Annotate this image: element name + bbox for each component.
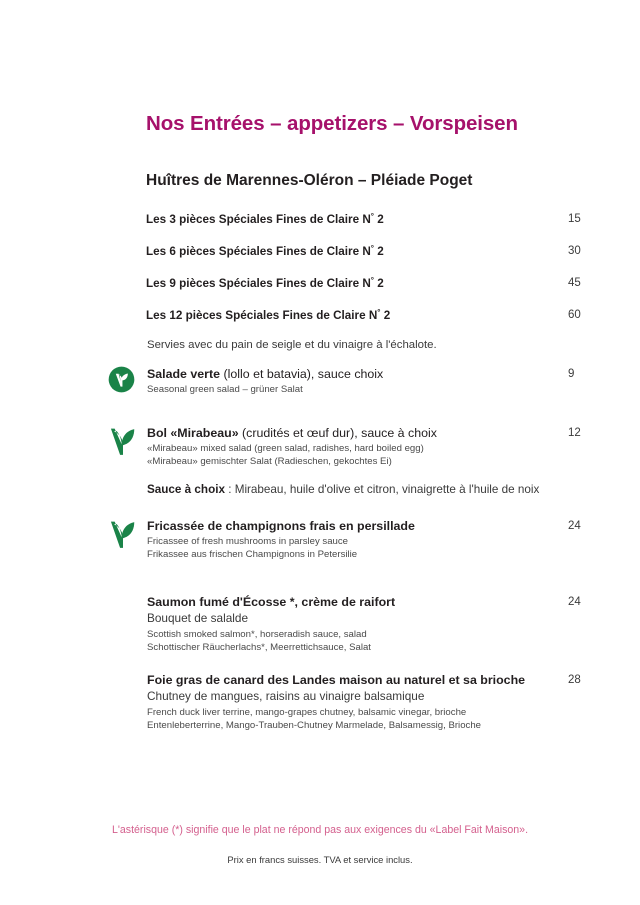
- sauce-choice-line: [147, 483, 539, 496]
- page-title: Nos Entrées – appetizers – Vorspeisen: [146, 112, 518, 135]
- oyster-row: [146, 308, 586, 340]
- dish-subtitle-de: Entenleberterrine, Mango-Trauben-Chutney Marmelade, Balsamessig, Brioche: [147, 719, 481, 731]
- oyster-row: [146, 212, 586, 244]
- dish-subtitle-de: Schottischer Räucherlachs*, Meerrettichsauce, Salat: [147, 641, 371, 653]
- dish-price: 12: [568, 427, 581, 439]
- oyster-price: 60: [568, 309, 581, 321]
- section-title-oysters: Huîtres de Marennes-Oléron – Pléiade Poget: [146, 172, 473, 189]
- vegetarian-filled-icon: [108, 366, 142, 400]
- sauce-choice-text: : Mirabeau, huile d'olive et citron, vinaigrette à l'huile de noix: [224, 483, 540, 496]
- vegetarian-outline-icon: [108, 425, 142, 459]
- dish-body: [147, 594, 557, 655]
- dish-subtitle-en: «Mirabeau» mixed salad (green salad, radishes, hard boiled egg): [147, 443, 424, 455]
- dish-subtitle-en: Seasonal green salad – grüner Salat: [147, 384, 303, 396]
- dish-name: [147, 425, 557, 441]
- oyster-name: [146, 212, 384, 226]
- oyster-name: [146, 308, 390, 322]
- oyster-name-prefix: Les 9 pièces Spéciales Fines de Claire N: [146, 277, 371, 290]
- dish-subtitle-fr: Bouquet de salalde: [147, 611, 249, 626]
- oyster-serving-note: Servies avec du pain de seigle et du vinaigre à l'échalote.: [147, 339, 437, 351]
- dish-subtitle-en: Scottish smoked salmon*, horseradish sauce, salad: [147, 629, 367, 641]
- dish-body: [147, 518, 557, 562]
- dish-body: [147, 366, 557, 397]
- oyster-price: 45: [568, 277, 581, 289]
- dish-name-rest: (lollo et batavia), sauce choix: [220, 367, 384, 381]
- oyster-name-suffix: 2: [373, 213, 384, 226]
- sauce-choice-label: Sauce à choix: [147, 483, 225, 496]
- dish-body: [147, 425, 557, 469]
- oyster-name: [146, 244, 384, 258]
- oyster-name-prefix: Les 12 pièces Spéciales Fines de Claire N: [146, 309, 378, 322]
- degree-symbol: °: [377, 308, 381, 317]
- dish-price: 24: [568, 520, 581, 532]
- dish-subtitle-en: Fricassee of fresh mushrooms in parsley sauce: [147, 536, 349, 548]
- oyster-list: [146, 212, 586, 340]
- dish-price: 9: [568, 368, 575, 380]
- dish-subtitle-de: «Mirabeau» gemischter Salat (Radieschen, gekochtes Ei): [147, 456, 392, 468]
- oyster-price: 15: [568, 213, 581, 225]
- oyster-name-prefix: Les 3 pièces Spéciales Fines de Claire N: [146, 213, 371, 226]
- degree-symbol: °: [370, 276, 374, 285]
- oyster-name: [146, 276, 384, 290]
- dish-name-bold: Saumon fumé d'Écosse *, crème de raifort: [147, 595, 396, 609]
- oyster-name-suffix: 2: [373, 245, 384, 258]
- oyster-row: [146, 276, 586, 308]
- dish-price: 24: [568, 596, 581, 608]
- oyster-row: [146, 244, 586, 276]
- dish-subtitle-fr: Chutney de mangues, raisins au vinaigre balsamique: [147, 689, 425, 704]
- dish-subtitle-en: French duck liver terrine, mango-grapes chutney, balsamic vinegar, brioche: [147, 707, 467, 719]
- oyster-name-prefix: Les 6 pièces Spéciales Fines de Claire N: [146, 245, 371, 258]
- dish-body: [147, 672, 577, 733]
- dish-name-bold: Salade verte: [147, 367, 221, 381]
- dish-name-bold: Bol «Mirabeau»: [147, 426, 239, 440]
- degree-symbol: °: [370, 244, 374, 253]
- asterisk-note: L'astérisque (*) signifie que le plat ne répond pas aux exigences du «Label Fait Maison».: [111, 824, 529, 836]
- dish-name-bold: Fricassée de champignons frais en persillade: [147, 519, 415, 533]
- degree-symbol: °: [370, 212, 374, 221]
- dish-name: [147, 518, 557, 534]
- dish-name: [147, 366, 557, 382]
- price-note: Prix en francs suisses. TVA et service inclus.: [227, 854, 413, 865]
- vegetarian-outline-icon: [108, 518, 142, 552]
- dish-name: [147, 672, 577, 688]
- oyster-price: 30: [568, 245, 581, 257]
- oyster-name-suffix: 2: [373, 277, 384, 290]
- dish-price: 28: [568, 674, 581, 686]
- dish-name: [147, 594, 557, 610]
- dish-name-rest: (crudités et œuf dur), sauce à choix: [238, 426, 437, 440]
- dish-subtitle-de: Frikassee aus frischen Champignons in Petersilie: [147, 549, 358, 561]
- oyster-name-suffix: 2: [380, 309, 391, 322]
- dish-name-bold: Foie gras de canard des Landes maison au naturel et sa brioche: [147, 673, 526, 687]
